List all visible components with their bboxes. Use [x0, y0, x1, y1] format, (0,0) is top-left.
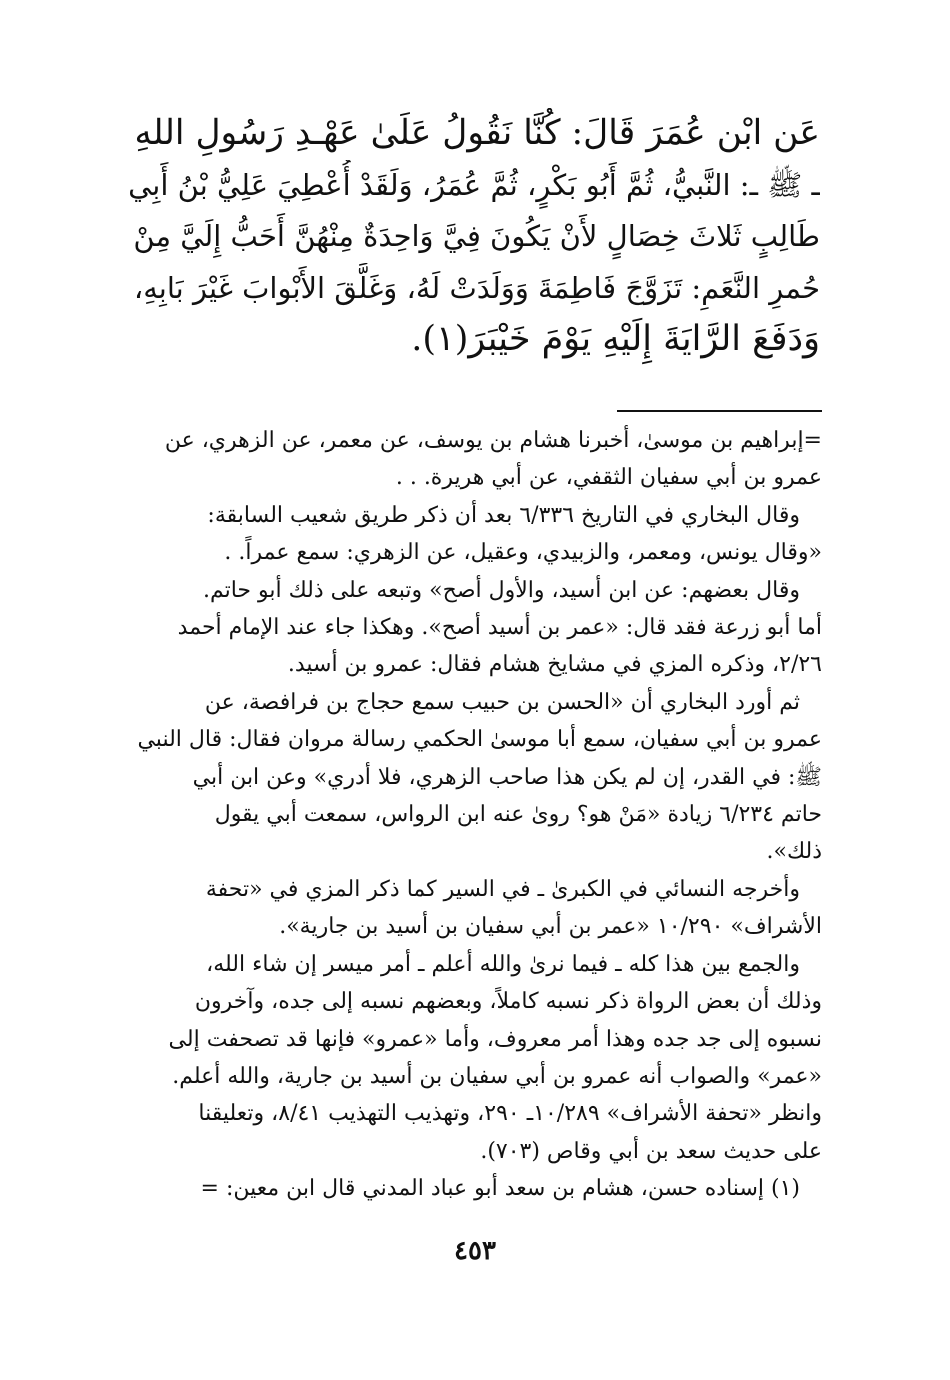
footnotes-section [120, 422, 822, 1208]
footnote-line: وذلك أن بعض الرواة ذكر نسبه كاملاً، وبعضهم نسبه إلى جده، وآخرون [194, 989, 822, 1015]
footnote-line: ذلك». [766, 839, 822, 865]
footnote-line: ﷺ: في القدر، إن لم يكن هذا صاحب الزهري، فلا أدري» وعن ابن أبي [192, 764, 822, 790]
footnote-line: والجمع بين هذا كله ـ فيما نرىٰ والله أعلم ـ أمر ميسر إن شاء الله، [206, 951, 800, 977]
main-hadith-text [128, 108, 820, 366]
footnote-line: نسبوه إلى جد جده وهذا أمر معروف، وأما «عمرو» فإنها قد تصحفت إلى [168, 1026, 822, 1052]
main-text-line: طَالِبٍ ثَلاثَ خِصَالٍ لأَنْ يَكُونَ فِيَّ وَاحِدَةٌ مِنْهُنَّ أَحَبُّ إِلَيَّ مِنْ [133, 219, 820, 253]
footnote-line: (١) إسناده حسن، هشام بن سعد أبو عباد المدني قال ابن معين: = [200, 1176, 800, 1202]
footnote-line: ٢/٢٦، وذكره المزي في مشايخ هشام فقال: عمرو بن أسيد. [287, 652, 822, 678]
footnote-line: وأخرجه النسائي في الكبرىٰ ـ في السير كما ذكر المزي في «تحفة [205, 876, 800, 902]
footnote-line: عمرو بن أبي سفيان الثقفي، عن أبي هريرة. . . [395, 465, 822, 491]
footnote-line: =إبراهيم بن موسىٰ، أخبرنا هشام بن يوسف، عن معمر، عن الزهري، عن [164, 428, 822, 453]
footnote-line: ثم أورد البخاري أن «الحسن بن حبيب سمع حجاج بن فرافصة، عن [204, 689, 800, 715]
main-text-line: عَن ابْن عُمَرَ قَالَ: كُنَّا نَقُولُ عَلَىٰ عَهْـدِ رَسُولِ اللهِ [134, 113, 820, 153]
footnote-line: وانظر «تحفة الأشراف» ١٠/٢٨٩ـ ٢٩٠، وتهذيب التهذيب ٨/٤١، وتعليقنا [198, 1101, 822, 1127]
main-text-line: حُمرِ النَّعَمِ: تَزَوَّجَ فَاطِمَةَ وَوَلَدَتْ لَهُ، وَغَلَّقَ الأَبْوابَ غَيْرَ بَابِهِ، [133, 270, 820, 305]
footnote-line: «عمر» والصواب أنه عمرو بن أبي سفيان بن أسيد بن جارية، والله أعلم. [172, 1063, 822, 1089]
footnote-line: الأشراف» ١٠/٢٩٠ «عمر بن أبي سفيان بن أسيد بن جارية». [279, 914, 822, 940]
footnote-line: «وقال يونس، ومعمر، والزبيدي، وعقيل، عن الزهري: سمع عمراً. . [224, 540, 822, 566]
footnote-line: وقال بعضهم: عن ابن أسيد، والأول أصح» وتبعه على ذلك أبو حاتم. [202, 577, 800, 603]
main-text-line: ـ ﷺ ـ: النَّبيُّ، ثُمَّ أَبُو بَكْرٍ، ثُمَّ عُمَرُ، وَلَقَدْ أُعْطِيَ عَلِيُّ بْنُ أَبِي [128, 167, 820, 202]
footnote-line: حاتم ٦/٢٣٤ زيادة «مَنْ هو؟ روىٰ عنه ابن الرواس، سمعت أبي يقول [214, 802, 822, 828]
footnote-divider [617, 410, 822, 412]
page-number: ٤٥٣ [454, 1236, 496, 1266]
footnote-line: أما أبو زرعة فقد قال: «عمر بن أسيد أصح». وهكذا جاء عند الإمام أحمد [177, 615, 822, 641]
main-text-line: وَدَفَعَ الرَّايَةَ إِلَيْهِ يَوْمَ خَيْبَرَ(١). [411, 319, 820, 359]
footnote-line: عمرو بن أبي سفيان، سمع أبا موسىٰ الحكمي رسالة مروان فقال: قال النبي [137, 727, 822, 753]
footnote-line: على حديث سعد بن أبي وقاص (٧٠٣). [480, 1138, 822, 1164]
footnote-line: وقال البخاري في التاريخ ٦/٣٣٦ بعد أن ذكر طريق شعيب السابقة: [207, 502, 800, 528]
